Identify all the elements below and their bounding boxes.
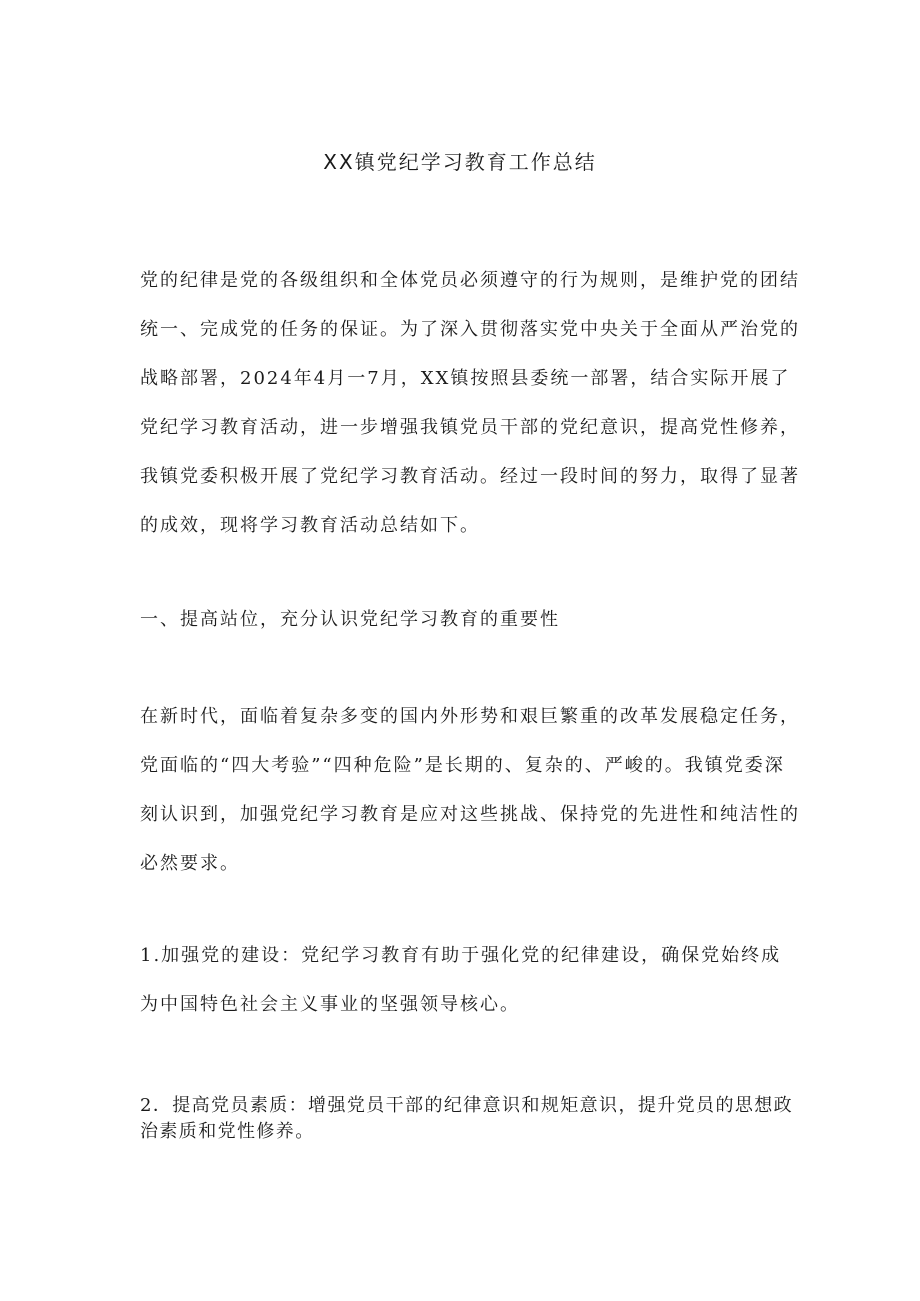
list-item-1: 1.加强党的建设：党纪学习教育有助于强化党的纪律建设，确保党始终成为中国特色社会主义事业的坚强领导核心。: [140, 945, 782, 1015]
document-title: XX镇党纪学习教育工作总结: [323, 150, 597, 174]
list-item-2: 2．提高党员素质：增强党员干部的纪律意识和规矩意识，提升党员的思想政治素质和党性修养。: [140, 1095, 794, 1142]
section-heading: 一、提高站位，充分认识党纪学习教育的重要性: [140, 609, 560, 630]
section-body-paragraph: 在新时代，面临着复杂多变的国内外形势和艰巨繁重的改革发展稳定任务，党面临的“四大考验”“四种危险”是长期的、复杂的、严峻的。我镇党委深刻认识到，加强党纪学习教育是应对这些挑战、保持党的先进性和纯洁性的必然要求。: [140, 706, 800, 874]
intro-paragraph: 党的纪律是党的各级组织和全体党员必须遵守的行为规则，是维护党的团结统一、完成党的任务的保证。为了深入贯彻落实党中央关于全面从严治党的战略部署，2024年4月一7月，XX镇按照县委统一部署，结合实际开展了党纪学习教育活动，进一步增强我镇党员干部的党纪意识，提高党性修养，我镇党委积极开展了党纪学习教育活动。经过一段时间的努力，取得了显著的成效，现将学习教育活动总结如下。: [140, 270, 800, 536]
